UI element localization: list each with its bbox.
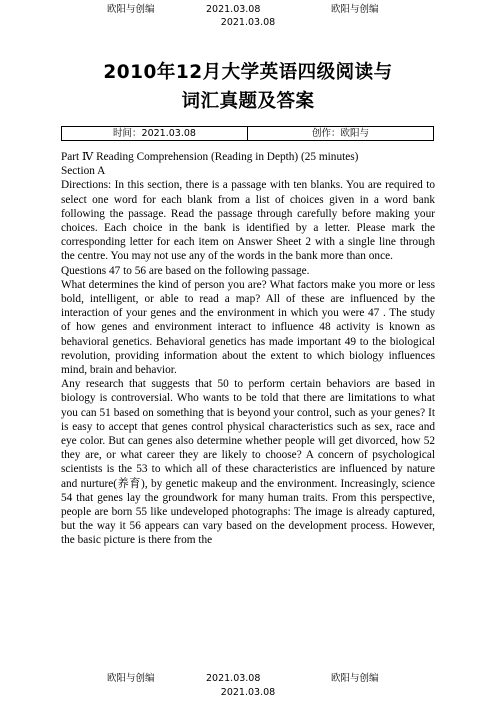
footer-left-text: 欧阳与创编 [107,673,155,684]
footer-date: 2021.03.08 [206,673,261,684]
info-table [61,126,434,141]
page-title-line-2: 词汇真题及答案 [181,91,315,112]
info-author: 创作：欧阳与 [247,127,433,140]
footer-date-line: 2021.03.08 [220,687,276,698]
header-date: 2021.03.08 [206,4,261,15]
header-right-text: 欧阳与创编 [331,4,379,15]
section-heading: Part Ⅳ Reading Comprehension (Reading in Depth) (25 minutes) [61,151,359,163]
header-date-line: 2021.03.08 [220,17,276,28]
passage-paragraph-1: What determines the kind of person you are? What factors make you more or less bold, intelligent, or able to read a map? All of these are influenced by the interaction of your genes and the environment in which you were 47 . The study of how genes and environment interact to influence 48 activity is known as behavioral genetics. Behavioral genetics has made important 49 to the biological revolution, providing information about the extent to which biology influences mind, brain and behavior. [61,278,435,377]
info-time: 时间：2021.03.08 [113,128,196,139]
footer-right-text: 欧阳与创编 [331,673,379,684]
header-left-text: 欧阳与创编 [107,4,155,15]
page-title-line-1: 2010年12月大学英语四级阅读与 [103,62,393,83]
directions-paragraph: Directions: In this section, there is a passage with ten blanks. You are required to select one word for each blank from a list of choices given in a word bank following the passage. Read the passage through carefully before making your choices. Each choice in the bank is identified by a letter. Please mark the corresponding letter for each item on Answer Sheet 2 with a single line through the centre. You may not use any of the words in the bank more than once. [61,179,435,263]
questions-intro: Questions 47 to 56 are based on the following passage. [61,264,310,277]
document-body [61,150,435,548]
passage-paragraph-2: Any research that suggests that 50 to perform certain behaviors are based in biology is controversial. Who wants to be told that there are limitations to what you can 51 based on something that is beyond your control, such as your genes? It is easy to accept that genes control physical characteristics such as sex, race and eye color. But can genes also determine whether people will get divorced, how 52 they are, or what career they are likely to choose? A concern of psychological scientists is the 53 to which all of these characteristics are influenced by nature and nurture(养育), by genetic makeup and the environment. Increasingly, science 54 that genes lay the groundwork for many human traits. From this perspective, people are born 55 like undeveloped photographs: The image is already captured, but the way it 56 appears can vary based on the development process. However, the basic picture is there from the [61,378,435,547]
section-label: Section A [61,165,106,178]
